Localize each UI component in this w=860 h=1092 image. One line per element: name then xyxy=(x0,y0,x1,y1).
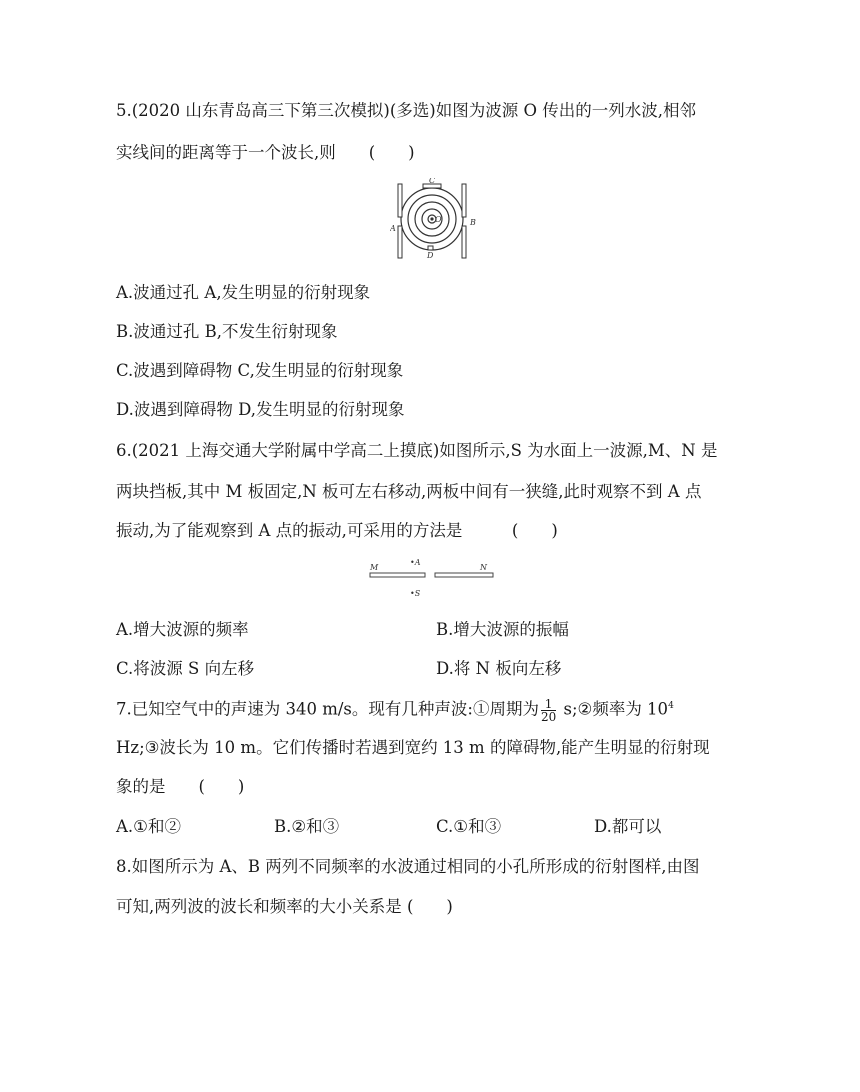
q5-stem-line2: 实线间的距离等于一个波长,则 ( ) xyxy=(116,143,415,162)
q7-frac-numerator: 1 xyxy=(541,698,556,711)
q5-option-b: B.波通过孔 B,不发生衍射现象 xyxy=(116,322,338,341)
q5-option-c: C.波遇到障碍物 C,发生明显的衍射现象 xyxy=(116,361,404,380)
q5-option-a: A.波通过孔 A,发生明显的衍射现象 xyxy=(116,283,371,302)
q5-label-a: A xyxy=(390,224,396,233)
q6-stem-line3: 振动,为了能观察到 A 点的振动,可采用的方法是 ( ) xyxy=(116,521,558,540)
q6-label-m: M xyxy=(370,563,379,572)
q7-option-b: B.②和③ xyxy=(274,817,340,836)
q7-stem-part1: 7.已知空气中的声速为 340 m/s。现有几种声波:①周期为 xyxy=(116,699,539,719)
q6-stem-line2: 两块挡板,其中 M 板固定,N 板可左右移动,两板中间有一狭缝,此时观察不到 A 点 xyxy=(116,482,702,501)
q7-option-c: C.①和③ xyxy=(436,817,502,836)
q7-stem-line3: 象的是 ( ) xyxy=(116,777,245,796)
q6-figure-barriers xyxy=(368,556,498,602)
q7-stem-line2: Hz;③波长为 10 m。它们传播时若遇到宽约 13 m 的障碍物,能产生明显的衍射现 xyxy=(116,738,710,757)
q8-stem-line2: 可知,两列波的波长和频率的大小关系是 ( ) xyxy=(116,897,453,916)
q5-label-c: C xyxy=(429,178,436,185)
q5-stem-line1: 5.(2020 山东青岛高三下第三次模拟)(多选)如图为波源 O 传出的一列水波,相邻 xyxy=(116,101,696,120)
q7-option-d: D.都可以 xyxy=(594,817,662,836)
q7-exponent: 4 xyxy=(668,701,674,711)
q7-fraction xyxy=(541,698,556,723)
q5-figure-wave-diagram xyxy=(390,178,480,262)
q7-stem-part2: s;②频率为 10 xyxy=(558,699,669,719)
q8-stem-line1: 8.如图所示为 A、B 两列不同频率的水波通过相同的小孔所形成的衍射图样,由图 xyxy=(116,857,700,876)
q5-label-d: D xyxy=(427,251,434,260)
q7-option-a: A.①和② xyxy=(116,817,181,836)
q5-label-b: B xyxy=(470,218,476,227)
q6-option-c: C.将波源 S 向左移 xyxy=(116,659,255,678)
q6-option-d: D.将 N 板向左移 xyxy=(436,659,562,678)
q6-label-s: •S xyxy=(410,589,421,598)
q6-label-n: N xyxy=(480,563,487,572)
q6-option-b: B.增大波源的振幅 xyxy=(436,620,569,639)
q7-stem-line1 xyxy=(116,695,674,723)
q5-label-o: O xyxy=(435,215,442,224)
q6-stem-line1: 6.(2021 上海交通大学附属中学高二上摸底)如图所示,S 为水面上一波源,M、N 是 xyxy=(116,441,718,460)
q7-frac-denominator: 20 xyxy=(540,709,557,724)
q5-option-d: D.波遇到障碍物 D,发生明显的衍射现象 xyxy=(116,400,405,419)
q6-option-a: A.增大波源的频率 xyxy=(116,620,249,639)
q6-label-a: •A xyxy=(410,558,421,567)
